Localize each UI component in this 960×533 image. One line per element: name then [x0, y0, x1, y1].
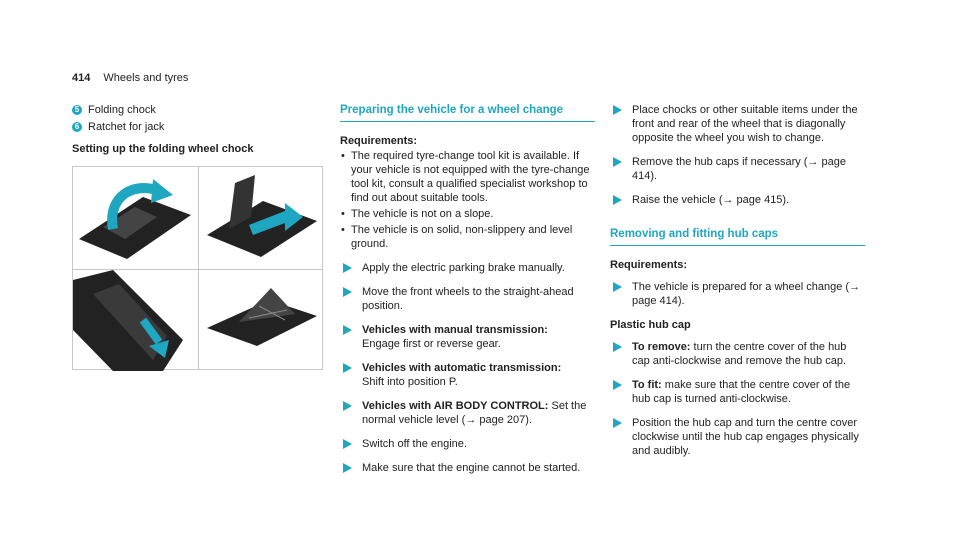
- instruction-step: [340, 285, 595, 313]
- play-arrow-icon: [343, 401, 352, 411]
- legend-number-badge: 6: [72, 122, 82, 132]
- play-arrow-icon: [613, 342, 622, 352]
- legend-item: [72, 120, 327, 134]
- legend-item: [72, 103, 327, 117]
- chock-fold-step1-image: [73, 167, 198, 269]
- play-arrow-icon: [613, 418, 622, 428]
- list-item: • The vehicle is not on a slope.: [340, 207, 595, 221]
- column-middle: [340, 103, 595, 485]
- step-text: make sure that the centre cover of the hub cap is turned anti-clockwise.: [632, 379, 851, 405]
- step-condition: To remove:: [632, 341, 691, 353]
- instruction-step: [340, 461, 595, 475]
- step-text: The vehicle is prepared for a wheel change (→ page 414).: [632, 281, 861, 307]
- play-arrow-icon: [613, 195, 622, 205]
- step-condition: Vehicles with manual transmission:: [362, 324, 548, 336]
- instruction-step: [340, 261, 595, 275]
- section-title-hubcaps: Removing and fitting hub caps: [610, 227, 865, 246]
- play-arrow-icon: [613, 282, 622, 292]
- chock-fold-step2-image: [199, 167, 324, 269]
- instruction-step: [340, 361, 595, 389]
- step-text: Position the hub cap and turn the centre cover clockwise until the hub cap engages physically and audibly.: [632, 417, 859, 457]
- legend-number-badge: 5: [72, 105, 82, 115]
- list-item: • The vehicle is on solid, non-slippery and level ground.: [340, 223, 595, 251]
- play-arrow-icon: [343, 363, 352, 373]
- instruction-step: [340, 323, 595, 351]
- page-header: [72, 71, 188, 85]
- step-text: Switch off the engine.: [362, 438, 467, 450]
- play-arrow-icon: [613, 380, 622, 390]
- step-text: Shift into position P.: [362, 376, 458, 388]
- page-number: 414: [72, 72, 91, 84]
- instruction-step: [610, 416, 865, 458]
- play-arrow-icon: [613, 157, 622, 167]
- chock-folded-image: [199, 270, 324, 371]
- legend-text: Folding chock: [88, 104, 156, 116]
- play-arrow-icon: [343, 287, 352, 297]
- instruction-step: [610, 280, 865, 308]
- figure-heading: Setting up the folding wheel chock: [72, 143, 254, 155]
- instruction-step: [610, 103, 865, 145]
- column-left: [72, 103, 327, 170]
- instruction-step: [610, 193, 865, 207]
- plastic-hub-cap-heading: Plastic hub cap: [610, 319, 691, 331]
- legend-text: Ratchet for jack: [88, 121, 165, 133]
- step-condition: Vehicles with automatic transmission:: [362, 362, 562, 374]
- column-right: [610, 103, 865, 468]
- page-section-title: Wheels and tyres: [103, 72, 189, 84]
- play-arrow-icon: [343, 463, 352, 473]
- step-text: Engage first or reverse gear.: [362, 338, 501, 350]
- step-text: turn the centre cover of the hub cap anti-clockwise and remove the hub cap.: [632, 341, 847, 367]
- section-title-prepare: Preparing the vehicle for a wheel change: [340, 103, 595, 122]
- play-arrow-icon: [613, 105, 622, 115]
- chock-fold-step3-image: [73, 270, 198, 371]
- step-text: Place chocks or other suitable items under the front and rear of the wheel that is diagonally opposite the wheel you wish to change.: [632, 104, 858, 144]
- requirements-label: Requirements:: [610, 259, 688, 271]
- instruction-step: [340, 399, 595, 427]
- step-text: Make sure that the engine cannot be started.: [362, 462, 581, 474]
- step-text: Move the front wheels to the straight-ahead position.: [362, 286, 574, 312]
- requirements-list: [340, 149, 595, 251]
- step-text: Remove the hub caps if necessary (→ page 414).: [632, 156, 847, 182]
- step-condition: To fit:: [632, 379, 662, 391]
- step-text: Raise the vehicle (→ page 415).: [632, 194, 790, 206]
- step-text: Apply the electric parking brake manually.: [362, 262, 565, 274]
- play-arrow-icon: [343, 439, 352, 449]
- step-text: Set the normal vehicle level (→ page 207).: [362, 400, 587, 426]
- wheel-chock-illustration: [72, 166, 323, 370]
- instruction-step: [340, 437, 595, 451]
- instruction-step: [610, 378, 865, 406]
- requirements-label: Requirements:: [340, 135, 418, 147]
- play-arrow-icon: [343, 263, 352, 273]
- instruction-step: [610, 340, 865, 368]
- play-arrow-icon: [343, 325, 352, 335]
- instruction-step: [610, 155, 865, 183]
- list-item: • The required tyre-change tool kit is available. If your vehicle is not equipped with the tyre-change tool kit, consult a qualified specialist workshop to find out about suitable tools.: [340, 149, 595, 205]
- step-condition: Vehicles with AIR BODY CONTROL:: [362, 400, 549, 412]
